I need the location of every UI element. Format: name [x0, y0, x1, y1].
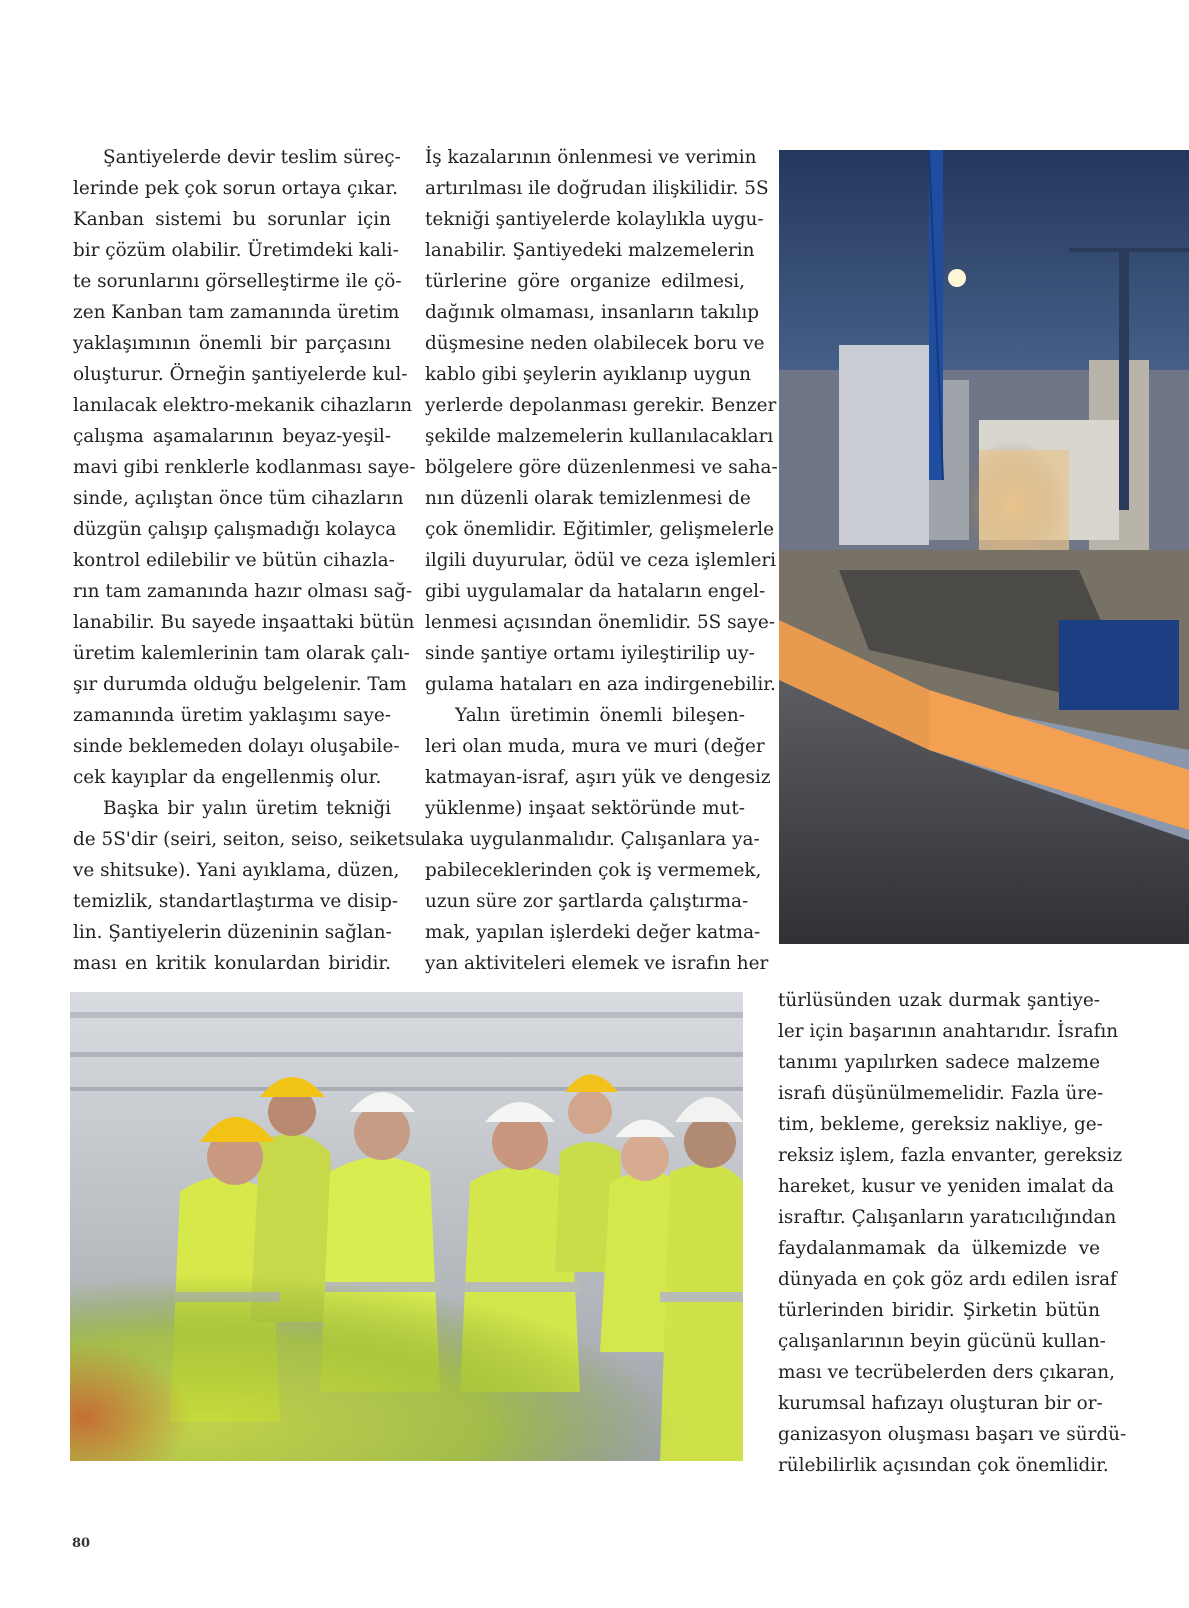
text-line: türlüsünden uzak durmak şantiye-	[778, 990, 1100, 1011]
text-line: İş kazalarının önlenmesi ve verimin	[425, 147, 757, 168]
text-line: yüklenme) inşaat sektöründe mut-	[425, 798, 745, 819]
text-line: tanımı yapılırken sadece malzeme	[778, 1052, 1100, 1073]
text-line: dünyada en çok göz ardı edilen israf	[778, 1269, 1117, 1290]
text-line: lanabilir. Şantiyedeki malzemelerin	[425, 240, 755, 261]
page-number: 80	[72, 1536, 91, 1551]
text-line: cek kayıplar da engellenmiş olur.	[73, 767, 382, 788]
text-line: israfı düşünülmemelidir. Fazla üre-	[778, 1083, 1104, 1104]
text-line: uzun süre zor şartlarda çalıştırma-	[425, 891, 749, 912]
text-line: ilgili duyurular, ödül ve ceza işlemleri	[425, 550, 777, 571]
text-line: lin. Şantiyelerin düzeninin sağlan-	[73, 922, 392, 943]
text-line: kontrol edilebilir ve bütün cihazla-	[73, 550, 395, 571]
workers-meeting-photo	[70, 992, 743, 1461]
text-line: pabileceklerinden çok iş vermemek,	[425, 860, 762, 881]
text-line: lanabilir. Bu sayede inşaattaki bütün	[73, 612, 415, 633]
text-line: rülebilirlik açısından çok önemlidir.	[778, 1455, 1109, 1476]
text-line: sinde, açılıştan önce tüm cihazların	[73, 488, 404, 509]
text-line: tim, bekleme, gereksiz nakliye, ge-	[778, 1114, 1103, 1135]
text-line: leri olan muda, mura ve muri (değer	[425, 736, 765, 757]
text-line: nın düzenli olarak temizlenmesi de	[425, 488, 751, 509]
paragraph-kanban	[73, 142, 416, 793]
text-line: sinde beklemeden dolayı oluşabile-	[73, 736, 400, 757]
text-line: lanılacak elektro-mekanik cihazların	[73, 395, 413, 416]
text-line: şır durumda olduğu belgelenir. Tam	[73, 674, 407, 695]
text-line: gibi uygulamalar da hataların engel-	[425, 581, 766, 602]
text-line: artırılması ile doğrudan ilişkilidir. 5S	[425, 178, 769, 199]
text-line: lenmesi açısından önemlidir. 5S saye-	[425, 612, 775, 633]
text-line: dağınık olmaması, insanların takılıp	[425, 302, 759, 323]
text-line: ve shitsuke). Yani ayıklama, düzen,	[73, 860, 400, 881]
text-line: Yalın üretimin önemli bileşen-	[455, 705, 745, 726]
text-line: türlerine göre organize edilmesi,	[425, 271, 745, 292]
text-line: rın tam zamanında hazır olması sağ-	[73, 581, 413, 602]
text-column-middle	[425, 142, 778, 979]
text-line: faydalanmamak da ülkemizde ve	[778, 1238, 1100, 1259]
text-line: temizlik, standartlaştırma ve disip-	[73, 891, 399, 912]
text-line: bölgelere göre düzenlenmesi ve saha-	[425, 457, 778, 478]
text-line: hareket, kusur ve yeniden imalat da	[778, 1176, 1115, 1197]
text-column-left	[73, 142, 427, 979]
text-line: çalışanlarının beyin gücünü kullan-	[778, 1331, 1106, 1352]
text-line: yaklaşımının önemli bir parçasını	[73, 333, 391, 354]
text-line: oluşturur. Örneğin şantiyelerde kul-	[73, 364, 408, 385]
text-line: kurumsal hafızayı oluşturan bir or-	[778, 1393, 1103, 1414]
paragraph-5s-continued	[425, 142, 778, 700]
text-line: Şantiyelerde devir teslim süreç-	[103, 147, 401, 168]
text-line: gulama hataları en aza indirgenebilir.	[425, 674, 776, 695]
paragraph-5s	[73, 793, 427, 979]
paragraph-muda	[425, 700, 771, 979]
text-line: laka uygulanmalıdır. Çalışanlara ya-	[425, 829, 760, 850]
text-line: Kanban sistemi bu sorunlar için	[73, 209, 391, 230]
text-line: yan aktiviteleri elemek ve israfın her	[425, 953, 769, 974]
text-line: te sorunlarını görselleştirme ile çö-	[73, 271, 402, 292]
paragraph-muda-continued	[778, 985, 1127, 1481]
text-line: türlerinden biridir. Şirketin bütün	[778, 1300, 1100, 1321]
text-line: de 5S'dir (seiri, seiton, seiso, seiketsu	[73, 829, 427, 850]
text-line: çalışma aşamalarının beyaz-yeşil-	[73, 426, 391, 447]
text-line: bir çözüm olabilir. Üretimdeki kali-	[73, 240, 399, 261]
text-line: zen Kanban tam zamanında üretim	[73, 302, 400, 323]
text-line: çok önemlidir. Eğitimler, gelişmelerle	[425, 519, 774, 540]
text-line: tekniği şantiyelerde kolaylıkla uygu-	[425, 209, 764, 230]
text-line: sinde şantiye ortamı iyileştirilip uy-	[425, 643, 755, 664]
text-column-right	[778, 985, 1127, 1481]
text-line: mavi gibi renklerle kodlanması saye-	[73, 457, 416, 478]
text-line: şekilde malzemelerin kullanılacakları	[425, 426, 774, 447]
text-line: ler için başarının anahtarıdır. İsrafın	[778, 1021, 1119, 1042]
text-line: Başka bir yalın üretim tekniği	[103, 798, 391, 819]
text-line: ması ve tecrübelerden ders çıkaran,	[778, 1362, 1115, 1383]
text-line: düşmesine neden olabilecek boru ve	[425, 333, 765, 354]
text-line: zamanında üretim yaklaşımı saye-	[73, 705, 391, 726]
text-line: reksiz işlem, fazla envanter, gereksiz	[778, 1145, 1123, 1166]
text-line: lerinde pek çok sorun ortaya çıkar.	[73, 178, 398, 199]
text-line: israftır. Çalışanların yaratıcılığından	[778, 1207, 1117, 1228]
text-line: ması en kritik konulardan biridir.	[73, 953, 391, 974]
text-line: yerlerde depolanması gerekir. Benzer	[425, 395, 777, 416]
text-line: üretim kalemlerinin tam olarak çalı-	[73, 643, 410, 664]
text-line: mak, yapılan işlerdeki değer katma-	[425, 922, 761, 943]
text-line: ganizasyon oluşması başarı ve sürdü-	[778, 1424, 1127, 1445]
text-line: kablo gibi şeylerin ayıklanıp uygun	[425, 364, 751, 385]
text-line: katmayan-israf, aşırı yük ve dengesiz	[425, 767, 771, 788]
construction-site-photo	[779, 150, 1189, 944]
text-line: düzgün çalışıp çalışmadığı kolayca	[73, 519, 397, 540]
